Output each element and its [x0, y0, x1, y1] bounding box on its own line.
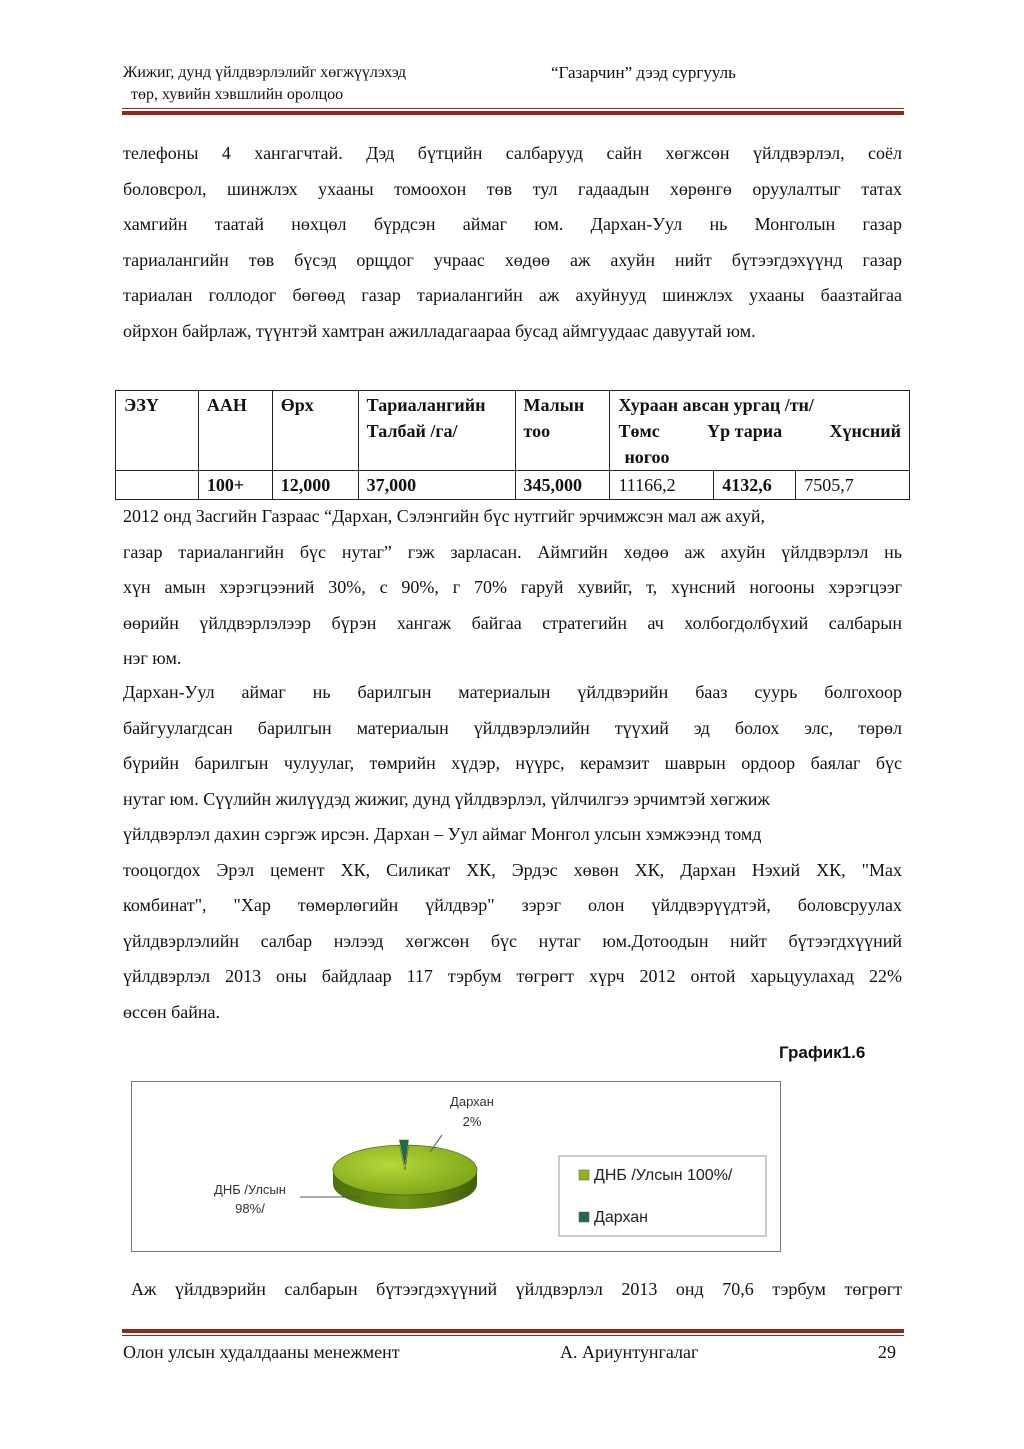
slice-pct-darkhan: 2% — [462, 1114, 482, 1129]
th-vegetable: Хүнсний — [829, 421, 901, 441]
text-line: Дархан-Уул аймаг нь барилгын материалын үйлдвэрийн бааз суурь болгохоор — [123, 682, 902, 702]
page-number: 29 — [878, 1342, 896, 1362]
statistics-table — [115, 390, 910, 500]
text-line: тооцогдох Эрэл цемент ХК, Силикат ХК, Эрдэс хөвөн ХК, Дархан Нэхий ХК, "Мах — [123, 859, 902, 880]
text-line: Аж үйлдвэрийн салбарын бүтээгдэхүүний үйлдвэрлэл 2013 онд 70,6 тэрбум төгрөгт — [131, 1279, 902, 1299]
th-potato: Төмс — [618, 421, 660, 441]
text-line: телефоны 4 хангагчтай. Дэд бүтцийн салбарууд сайн хөгжсөн үйлдвэрлэл, соёл — [123, 143, 902, 163]
th-livestock: Малын тоо — [515, 391, 610, 471]
th-grain: Үр тариа — [707, 421, 783, 441]
th-harvest-subs — [618, 418, 901, 444]
text-line: 2012 онд Засгийн Газраас “Дархан, Сэлэнгийн бүс нутгийг эрчимжсэн мал аж ахуй, — [123, 506, 765, 526]
text-line: бүрийн барилгын чулуулаг, төмрийн хүдэр, нүүрс, керамзит шаврын ордоор баялаг бүс — [123, 753, 902, 773]
text-line: тариалан голлодог бөгөөд газар тариалангийн аж ахуйнууд шинжлэх ухааны баазтайгаа — [123, 285, 902, 305]
th-orh: Өрх — [272, 391, 358, 471]
header-rule-thin — [122, 108, 904, 109]
td-potato: 11166,2 — [610, 471, 714, 500]
td-aan: 100+ — [198, 471, 272, 500]
footer-left: Олон улсын худалдааны менежмент — [123, 1342, 400, 1362]
th-harvest — [610, 391, 910, 471]
footer-rule-thin — [122, 1335, 904, 1336]
header-right: “Газарчин” дээд сургууль — [551, 63, 736, 82]
legend-label-darkhan: Дархан — [594, 1209, 649, 1226]
pie-chart-frame — [131, 1081, 781, 1252]
text-line: өссөн байна. — [123, 1001, 221, 1022]
text-line: өөрийн үйлдвэрлэлээр бүрэн хангаж байгаа стратегийн ач холбогдолбүхий салбарын — [123, 612, 902, 633]
text-line: газар тариалангийн бүс нутаг” гэж зарласан. Аймгийн хөдөө аж ахуйн үйлдвэрлэл нь — [123, 541, 902, 562]
slice-pct-dnb: 98%/ — [235, 1201, 265, 1216]
td-orh: 12,000 — [272, 471, 358, 500]
text-line: хамгийн таатай нөхцөл бүрдсэн аймаг юм. Дархан-Уул нь Монголын газар — [123, 214, 902, 234]
td-vegetable: 7505,7 — [796, 471, 910, 500]
header-left-line2: төр, хувийн хэвшлийн оролцоо — [131, 86, 344, 103]
table-header-row — [116, 391, 910, 471]
table-row — [116, 471, 910, 500]
text-line: үйлдвэрлэлийн салбар нэлээд хөгжсөн бүс нутаг юм.Дотоодын нийт бүтээгдхүүний — [123, 930, 902, 951]
text-line: үйлдвэрлэл 2013 оны байдлаар 117 тэрбум төгрөгт хүрч 2012 онтой харьцуулахад 22% — [123, 966, 902, 986]
legend-swatch-darkhan — [579, 1212, 589, 1222]
header-left-line1: Жижиг, дунд үйлдвэрлэлийг хөгжүүлэхэд — [123, 64, 407, 81]
text-line: боловсрол, шинжлэх ухааны томоохон төв тул гадаадын хөрөнгө оруулалтыг татах — [123, 178, 902, 199]
text-line: тариалангийн төв бүсэд орщдог учраас хөдөө аж ахуйн нийт бүтээгдэхүүнд газар — [123, 249, 902, 270]
td-ezu — [116, 471, 199, 500]
paragraph-4 — [131, 1272, 902, 1308]
text-line: нутаг юм. Сүүлийн жилүүдэд жижиг, дунд үйлдвэрлэл, үйлчилгээ эрчимтэй хөгжиж — [123, 788, 770, 809]
th-vegetable-cont: ногоо — [624, 447, 670, 467]
td-grain: 4132,6 — [714, 471, 796, 500]
legend-swatch-dnb — [579, 1170, 589, 1180]
footer-center: А. Ариунтунгалаг — [560, 1342, 699, 1362]
slice-label-darkhan: Дархан — [450, 1094, 494, 1109]
th-ezu: ЭЗҮ — [116, 391, 199, 471]
pie-chart — [132, 1082, 780, 1251]
td-livestock: 345,000 — [515, 471, 610, 500]
text-line: ойрхон байрлаж, түүнтэй хамтран ажилладагаараа бусад аймгуудаас давуутай юм. — [123, 320, 756, 341]
text-line: байгуулагдсан барилгын материалын үйлдвэрлэлийн түүхий эд болох элс, төрөл — [123, 717, 902, 738]
text-line: комбинат", "Хар төмөрлөгийн үйлдвэр" зэрэг олон үйлдвэрүүдтэй, боловсруулах — [123, 895, 902, 915]
slice-label-dnb: ДНБ /Улсын — [214, 1182, 286, 1197]
chart-title: График1.6 — [779, 1043, 866, 1062]
th-harvest-title: Хураан авсан ургац /тн/ — [618, 395, 814, 415]
header-rule-thick — [122, 111, 904, 115]
paragraph-1 — [123, 136, 902, 349]
td-area: 37,000 — [358, 471, 515, 500]
th-area: Тариалангийн Талбай /га/ — [358, 391, 515, 471]
text-line: үйлдвэрлэл дахин сэргэж ирсэн. Дархан – Уул аймаг Монгол улсын хэмжээнд томд — [123, 824, 762, 844]
footer-rule-thick — [122, 1329, 904, 1333]
th-aan: ААН — [198, 391, 272, 471]
text-line: нэг юм. — [123, 648, 182, 668]
paragraph-2 — [123, 499, 902, 677]
legend-label-dnb: ДНБ /Улсын 100%/ — [594, 1167, 733, 1184]
text-line: хүн амын хэрэгцээний 30%, с 90%, г 70% гаруй хувийг, т, хүнсний ногооны хэрэгцээг — [123, 577, 902, 597]
paragraph-3 — [123, 675, 902, 1030]
